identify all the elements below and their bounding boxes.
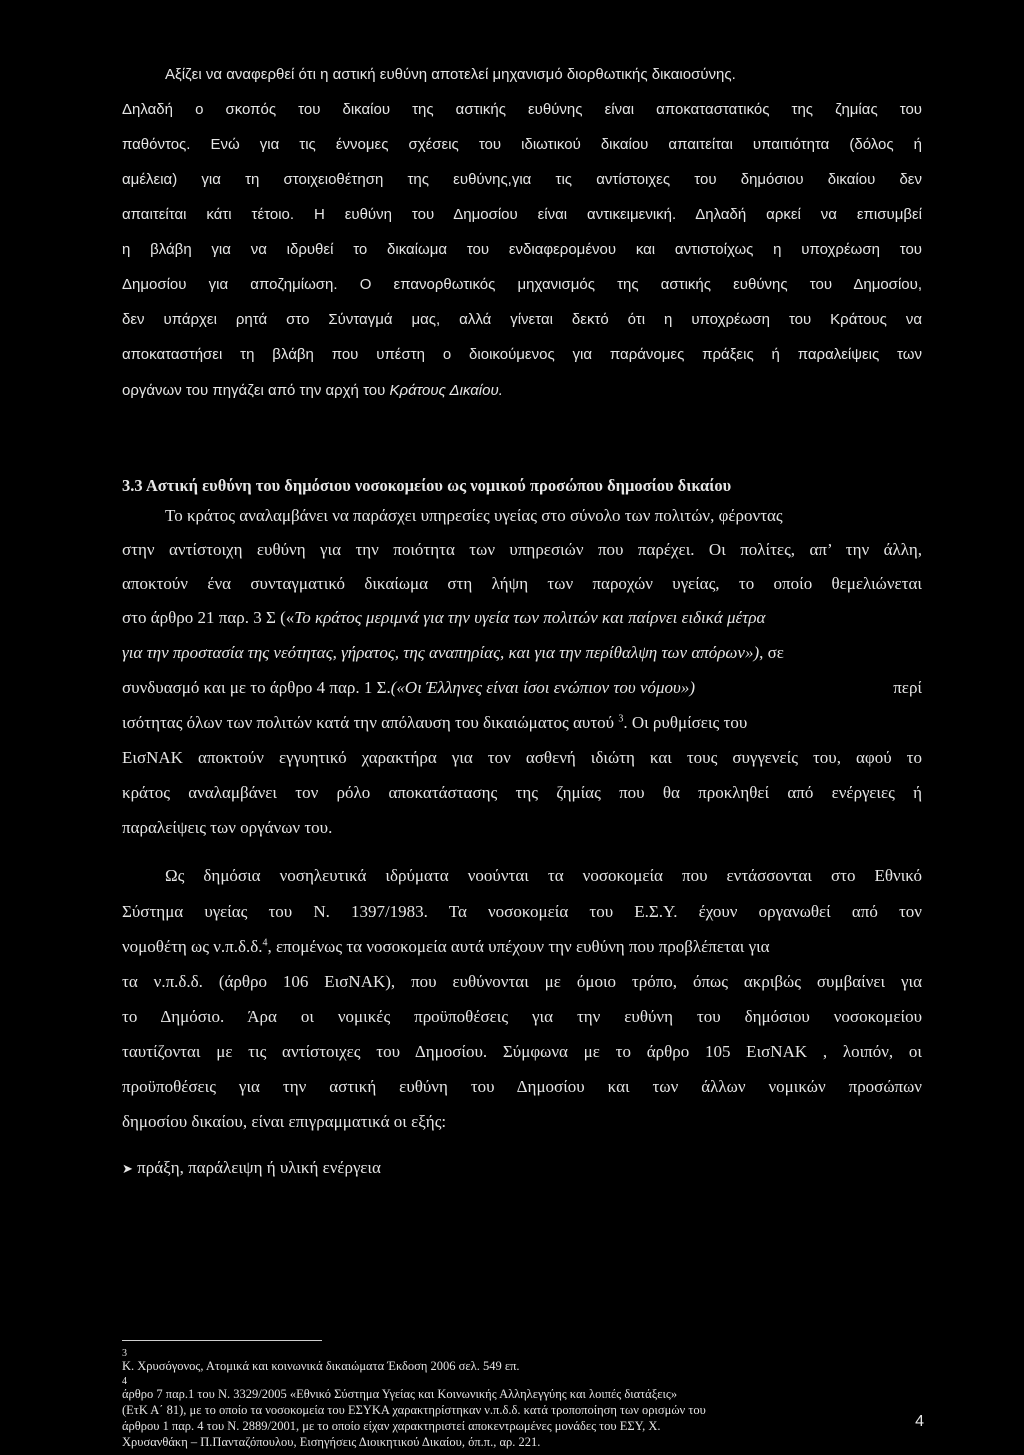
- footnote-4-line-1: άρθρο 7 παρ.1 του Ν. 3329/2005 «Εθνικό Σύστημα Υγείας και Κοινωνικής Αλληλεγγύης και λοιπές διατάξεις»: [122, 1387, 678, 1401]
- p3-line-5: το Δημόσιο. Άρα οι νομικές προϋποθέσεις για την ευθύνη του δημόσιου νοσοκομείου: [122, 1007, 922, 1026]
- s-line-2: στην αντίστοιχη ευθύνη για την ποιότητα των υπηρεσιών που παρέχει. Οι πολίτες, απ’ την άλλη,: [122, 540, 922, 559]
- s-line-4-text: στο άρθρο 21 παρ. 3 Σ («: [122, 608, 295, 627]
- p3-line-8: δημοσίου δικαίου, είναι επιγραμματικά οι εξής:: [122, 1112, 447, 1131]
- s-line-8: ΕισΝΑΚ αποκτούν εγγυητικό χαρακτήρα για τον ασθενή ιδιώτη και τους συγγενείς του, αφού το: [122, 748, 922, 767]
- article-21-quote: Το κράτος μεριμνά για την υγεία των πολιτών και παίρνει ειδικά μέτρα: [294, 608, 766, 627]
- s-line-3: αποκτούν ένα συνταγματικό δικαίωμα στη λήψη των παροχών υγείας, το οποίο θεμελιώνεται: [122, 574, 922, 593]
- s-line-4: [122, 607, 765, 629]
- p3-line-1: Ως δημόσια νοσηλευτικά ιδρύματα νοούνται τα νοσοκομεία που εντάσσονται στο Εθνικό: [165, 866, 922, 885]
- s-line-9: κράτος αναλαμβάνει τον ρόλο αποκατάστασης της ζημίας που θα προκληθεί από ενέργειες ή: [122, 783, 922, 802]
- p3-line-2: Σύστημα υγείας του Ν. 1397/1983. Τα νοσοκομεία του Ε.Σ.Υ. έχουν οργανωθεί από τον: [122, 902, 922, 921]
- p1-line-3: παθόντος. Ενώ για τις έννομες σχέσεις του ιδιωτικού δικαίου απαιτείται υπαιτιότητα (δόλος ή: [122, 136, 922, 153]
- footnote-ref-3: 3: [618, 713, 624, 725]
- s-line-7-text: ισότητας όλων των πολιτών κατά την απόλαυση του δικαιώματος αυτού: [122, 713, 619, 732]
- p3-line-6: ταυτίζονται με τις αντίστοιχες του Δημοσίου. Σύμφωνα με το άρθρο 105 ΕισΝΑΚ , λοιπόν, οι: [122, 1042, 922, 1061]
- footnote-4-line-4: Χρυσανθάκη – Π.Πανταζόπουλου, Εισηγήσεις Διοικητικού Δικαίου, όπ.π., αρ. 221.: [122, 1435, 541, 1449]
- footnote-ref-4: 4: [262, 937, 268, 949]
- article-4-quote: («Οι Έλληνες είναι ίσοι ενώπιον του νόμου»): [390, 678, 696, 697]
- p1-line-6: η βλάβη για να ιδρυθεί το δικαίωμα του ενδιαφερομένου και αντιστοίχως η υποχρέωση του: [122, 241, 922, 258]
- s-line-7-tail: . Οι ρυθμίσεις του: [623, 713, 748, 732]
- s-line-1: Το κράτος αναλαμβάνει να παράσχει υπηρεσίες υγείας στο σύνολο των πολιτών, φέροντας: [165, 506, 783, 525]
- p3-line-3: [122, 936, 770, 958]
- bullet-item: [122, 1157, 381, 1181]
- s-line-6-tail: περί: [893, 678, 922, 697]
- p1-line-10-text: οργάνων του πηγάζει από την αρχή του: [122, 382, 390, 399]
- p1-line-8: δεν υπάρχει ρητά στο Σύνταγμά μας, αλλά γίνεται δεκτό ότι η υποχρέωση του Κράτους να: [122, 311, 922, 328]
- s-line-6: [122, 677, 922, 699]
- footnote-4-line-2: (ΕτΚ Α΄ 81), με το οποίο τα νοσοκομεία του ΕΣΥΚΑ χαρακτηρίστηκαν ν.π.δ.δ. κατά τροποποίηση των ορισμών του: [122, 1403, 706, 1417]
- page-number: 4: [915, 1413, 924, 1430]
- s-line-6-text: συνδυασμό και με το άρθρο 4 παρ. 1 Σ.: [122, 678, 391, 697]
- kratos-dikaiou-emphasis: Κράτους Δικαίου.: [389, 382, 503, 399]
- s-line-7: [122, 712, 922, 734]
- section-heading: 3.3 Αστική ευθύνη του δημόσιου νοσοκομείου ως νομικού προσώπου δημοσίου δικαίου: [122, 476, 732, 495]
- p1-line-2: Δηλαδή ο σκοπός του δικαίου της αστικής ευθύνης είναι αποκαταστατικός της ζημίας του: [122, 101, 922, 118]
- article-21-quote-cont: για την προστασία της νεότητας, γήρατος, της αναπηρίας, και για την περίθαλψη των απόρων»): [122, 643, 760, 662]
- p3-line-4: τα ν.π.δ.δ. (άρθρο 106 ΕισΝΑΚ), που ευθύνονται με όμοιο τρόπο, όπως ακριβώς συμβαίνει για: [122, 972, 922, 991]
- bullet-text: πράξη, παράλειψη ή υλική ενέργεια: [137, 1158, 381, 1177]
- p1-line-7: Δημοσίου για αποζημίωση. Ο επανορθωτικός μηχανισμός της αστικής ευθύνης του Δημοσίου,: [122, 276, 922, 293]
- footnote-separator: [122, 1340, 322, 1341]
- footnote-3-number: 3: [122, 1348, 127, 1359]
- arrow-bullet-icon: ➤: [122, 1162, 133, 1177]
- footnote-3-text: Κ. Χρυσόγονος, Ατομικά και κοινωνικά δικαιώματα Έκδοση 2006 σελ. 549 επ.: [122, 1359, 520, 1373]
- p1-line-4: αμέλεια) για τη στοιχειοθέτηση της ευθύνης,για τις αντίστοιχες του δημόσιου δικαίου δεν: [122, 171, 922, 188]
- footnote-4-line-3: άρθρου 1 παρ. 4 του Ν. 2889/2001, με το οποίο είχαν χαρακτηριστεί αποκεντρωμένες μονάδες του ΕΣΥ, Χ.: [122, 1419, 661, 1433]
- p1-line-10: [122, 380, 503, 402]
- s-line-10: παραλείψεις των οργάνων του.: [122, 818, 333, 837]
- p1-line-1: Αξίζει να αναφερθεί ότι η αστική ευθύνη αποτελεί μηχανισμό διορθωτικής δικαιοσύνης.: [165, 66, 736, 83]
- p3-line-3-text: νομοθέτη ως ν.π.δ.δ.: [122, 937, 263, 956]
- footnote-4-number: 4: [122, 1376, 127, 1387]
- p1-line-9: αποκαταστήσει τη βλάβη που υπέστη ο διοικούμενος για παράνομες πράξεις ή παραλείψεις των: [122, 346, 922, 363]
- p3-line-7: προϋποθέσεις για την αστική ευθύνη του Δημοσίου και των άλλων νομικών προσώπων: [122, 1077, 922, 1096]
- p1-line-5: απαιτείται κάτι τέτοιο. Η ευθύνη του Δημοσίου είναι αντικειμενική. Δηλαδή αρκεί να επισυμβεί: [122, 206, 922, 223]
- p3-line-3-tail: , επομένως τα νοσοκομεία αυτά υπέχουν την ευθύνη που προβλέπεται για: [267, 937, 770, 956]
- s-line-5: [122, 642, 784, 664]
- s-line-5-tail: , σε: [759, 643, 784, 662]
